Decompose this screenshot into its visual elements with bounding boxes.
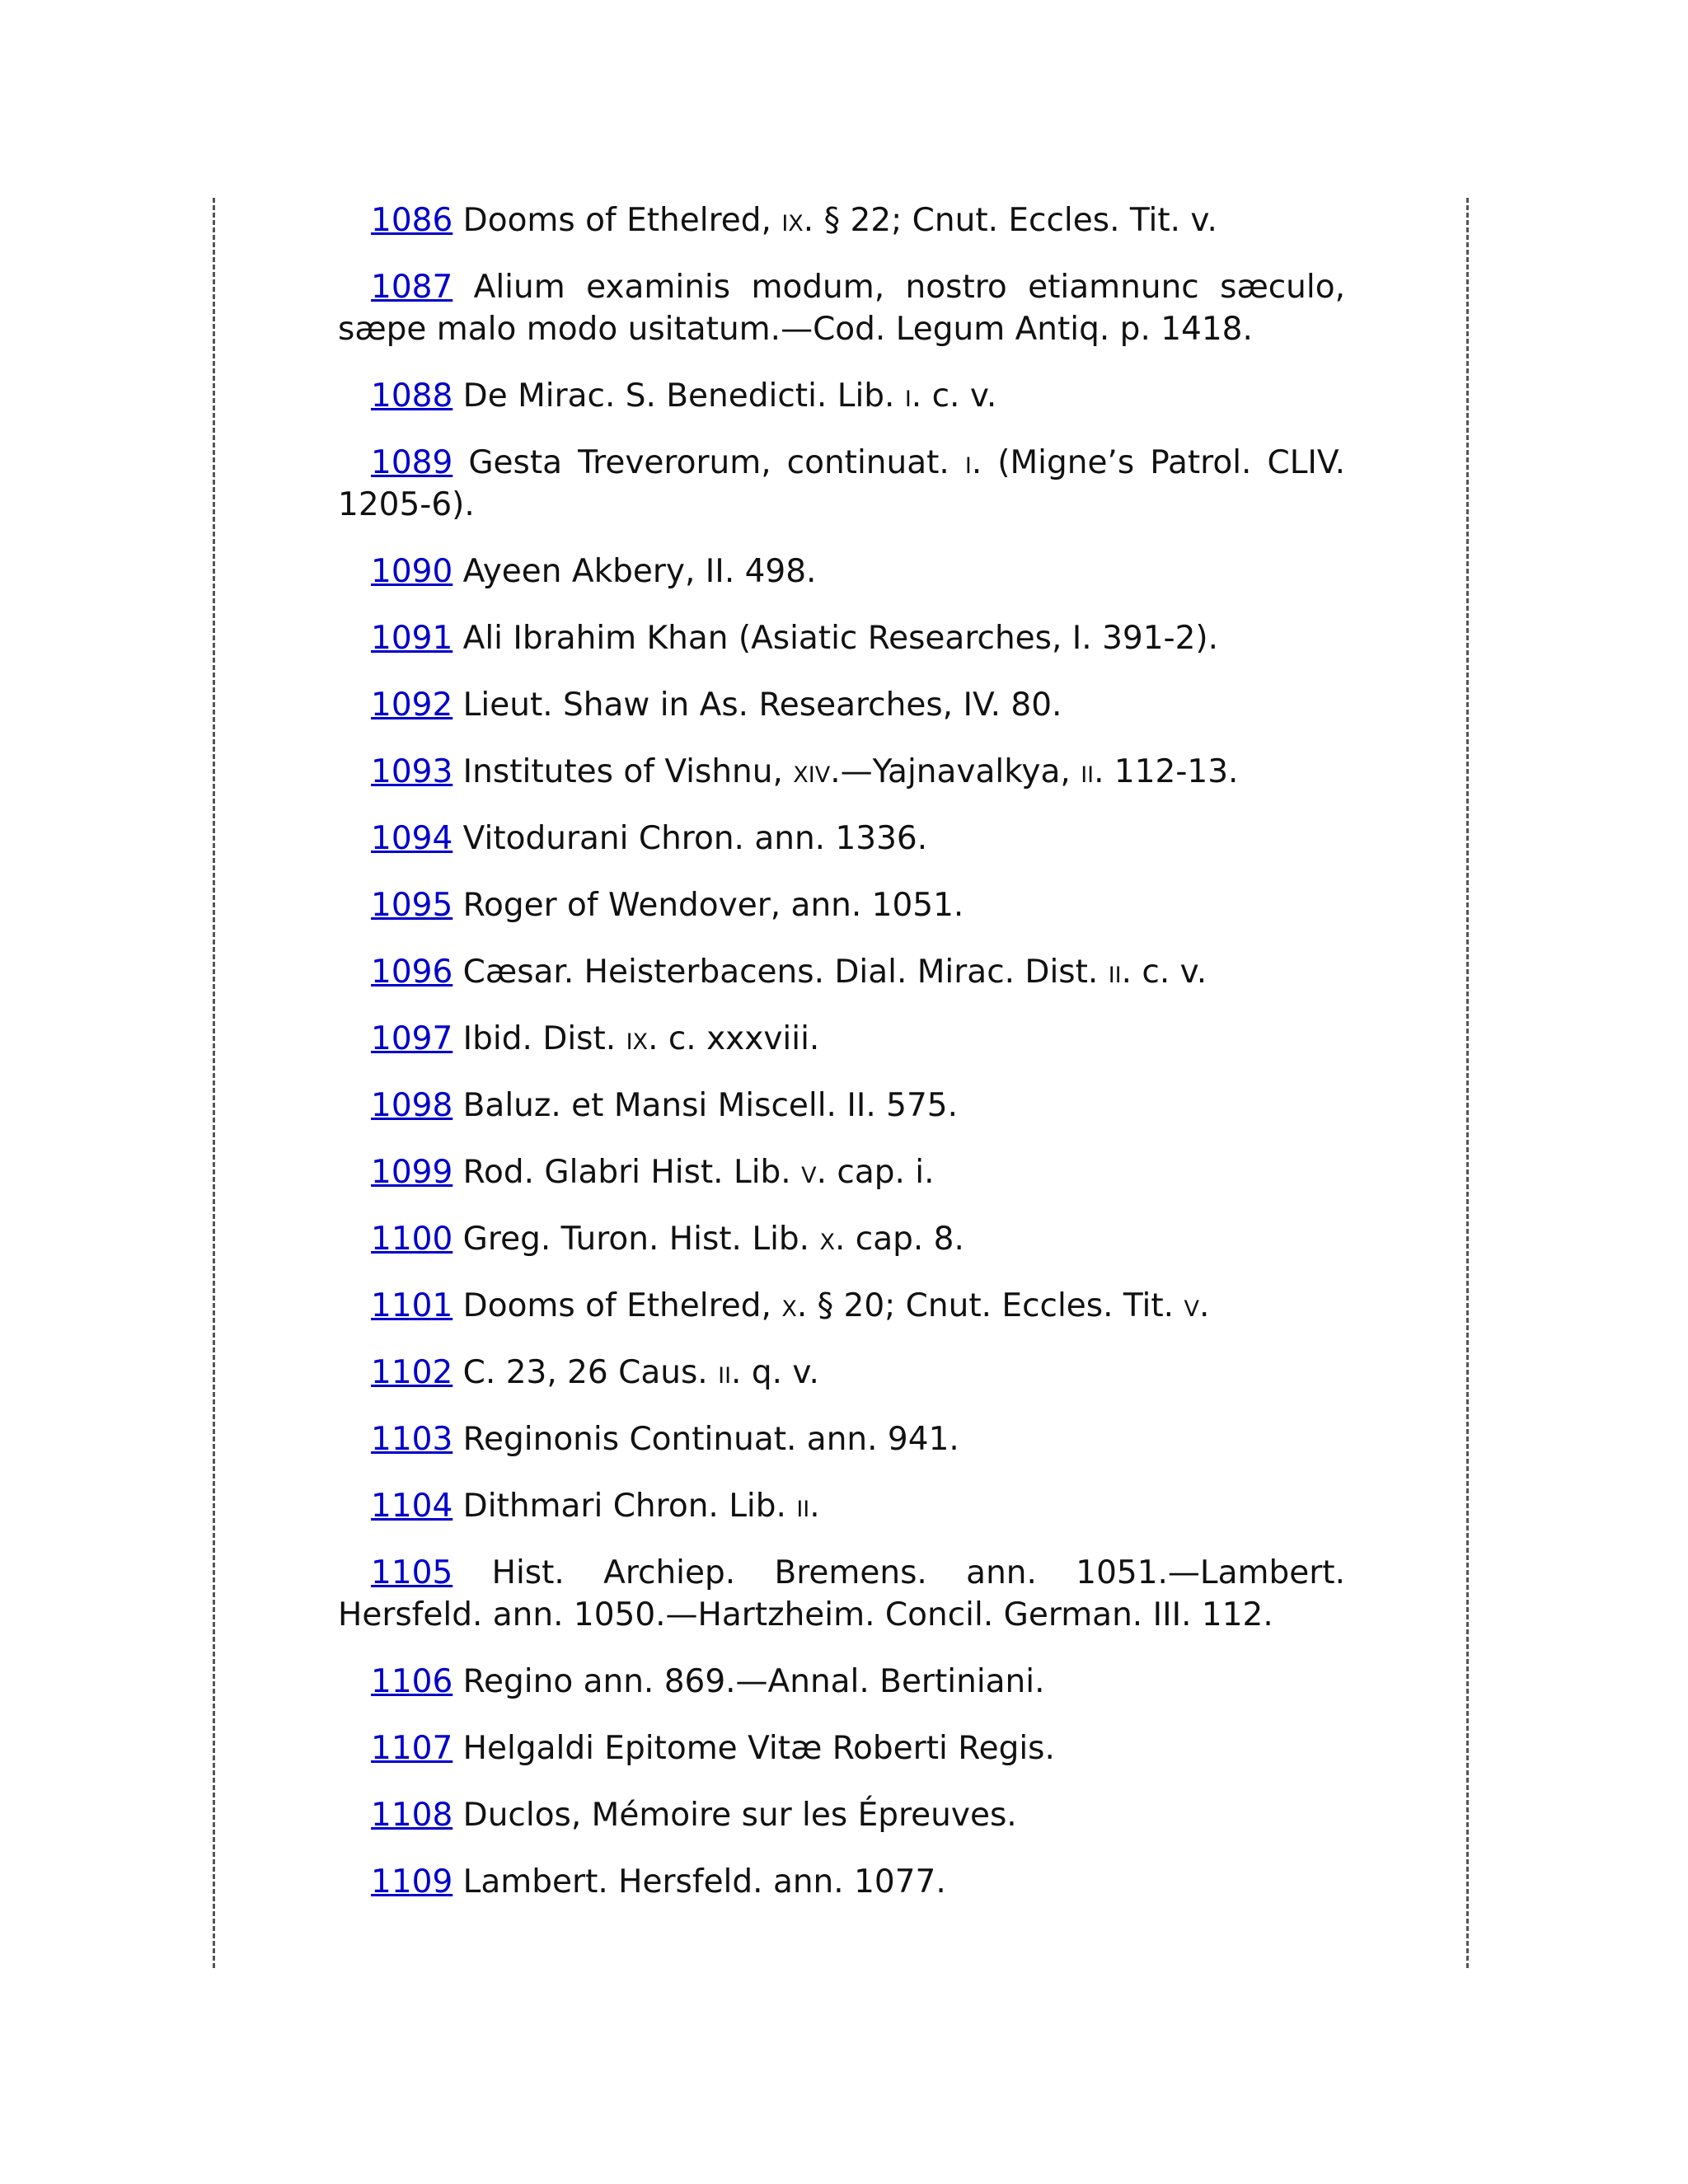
footnote-number-link[interactable]: 1096 [371,954,453,991]
footnote-text: Reginonis Continuat. ann. 941. [462,1421,959,1458]
footnote-1103 [338,1418,1345,1460]
footnote-number-link[interactable]: 1108 [371,1797,453,1834]
footnote-number-link[interactable]: 1092 [371,687,453,724]
footnote-text: Gesta Treverorum, continuat. [468,444,965,481]
footnote-number-link[interactable]: 1104 [371,1488,453,1525]
footnote-1104 [338,1485,1345,1527]
footnote-text: . c. v. [911,377,997,415]
footnote-number-link[interactable]: 1100 [371,1221,453,1258]
footnote-number-link[interactable]: 1106 [371,1663,453,1700]
footnote-text: . § 20; Cnut. Eccles. Tit. [796,1287,1184,1324]
footnote-number-link[interactable]: 1097 [371,1020,453,1057]
footnote-text: . cap. i. [816,1154,935,1191]
footnote-text: Dooms of Ethelred, [462,202,782,239]
footnote-text: Ali Ibrahim Khan (Asiatic Researches, I. 391-2). [462,620,1219,657]
footnote-text: Greg. Turon. Hist. Lib. [462,1221,820,1258]
footnote-number-link[interactable]: 1101 [371,1287,453,1324]
footnote-1093 [338,751,1345,793]
footnote-1092 [338,684,1345,726]
footnote-text: Baluz. et Mansi Miscell. II. 575. [462,1087,958,1124]
footnote-number-link[interactable]: 1093 [371,753,453,790]
footnote-1109 [338,1861,1345,1903]
footnote-1102 [338,1352,1345,1394]
footnote-1088 [338,375,1345,417]
small-caps-numeral: ix [626,1020,649,1057]
footnote-1090 [338,551,1345,593]
footnote-text: Alium examinis modum, nostro etiamnunc sæculo, sæpe malo modo usitatum.—Cod. Legum Antiq. p. 1418. [338,269,1345,348]
footnote-text: Vitodurani Chron. ann. 1336. [462,820,928,857]
small-caps-numeral: xiv [793,753,831,790]
footnote-text: Regino ann. 869.—Annal. Bertiniani. [462,1663,1045,1700]
footnote-number-link[interactable]: 1094 [371,820,453,857]
footnote-1100 [338,1218,1345,1260]
footnote-text: Cæsar. Heisterbacens. Dial. Mirac. Dist. [462,954,1109,991]
footnote-number-link[interactable]: 1103 [371,1421,453,1458]
footnote-text: Helgaldi Epitome Vitæ Roberti Regis. [462,1730,1055,1767]
footnote-text: Duclos, Mémoire sur les Épreuves. [462,1797,1017,1834]
small-caps-numeral: v [801,1154,817,1191]
footnote-1099 [338,1151,1345,1193]
small-caps-numeral: v [1184,1287,1199,1324]
small-caps-numeral: i [904,377,912,415]
footnote-number-link[interactable]: 1091 [371,620,453,657]
footnote-1096 [338,951,1345,993]
footnote-number-link[interactable]: 1087 [371,269,453,306]
footnote-text: Hist. Archiep. Bremens. ann. 1051.—Lambert. Hersfeld. ann. 1050.—Hartzheim. Concil. German. III. 112. [338,1554,1345,1633]
footnote-number-link[interactable]: 1098 [371,1087,453,1124]
footnote-text: .—Yajnavalkya, [830,753,1081,790]
small-caps-numeral: ix [781,202,804,239]
footnote-1094 [338,818,1345,860]
footnote-text: C. 23, 26 Caus. [462,1354,719,1391]
footnote-list [338,199,1345,1928]
footnote-1107 [338,1727,1345,1769]
footnote-text: Ayeen Akbery, II. 498. [462,553,817,590]
footnote-1087 [338,266,1345,350]
footnote-text: . q. v. [731,1354,819,1391]
small-caps-numeral: ii [1108,954,1122,991]
footnote-1098 [338,1085,1345,1127]
footnote-text: Lambert. Hersfeld. ann. 1077. [462,1863,946,1900]
footnote-text: . cap. 8. [834,1221,964,1258]
footnote-number-link[interactable]: 1102 [371,1354,453,1391]
footnote-1101 [338,1285,1345,1327]
footnote-text: Dooms of Ethelred, [462,1287,782,1324]
footnote-number-link[interactable]: 1099 [371,1154,453,1191]
footnote-1095 [338,884,1345,926]
small-caps-numeral: x [819,1221,835,1258]
footnote-text: Lieut. Shaw in As. Researches, IV. 80. [462,687,1062,724]
footnote-number-link[interactable]: 1095 [371,887,453,924]
footnote-text: . § 22; Cnut. Eccles. Tit. v. [803,202,1217,239]
footnote-text: . [1198,1287,1210,1324]
footnote-text: . 112-13. [1094,753,1239,790]
footnote-text: Institutes of Vishnu, [462,753,794,790]
footnote-number-link[interactable]: 1107 [371,1730,453,1767]
footnote-1106 [338,1661,1345,1703]
footnote-text: De Mirac. S. Benedicti. Lib. [462,377,905,415]
footnote-1105 [338,1552,1345,1636]
footnote-text: . c. v. [1121,954,1207,991]
small-caps-numeral: ii [796,1488,810,1525]
footnote-text: Rod. Glabri Hist. Lib. [462,1154,802,1191]
footnote-number-link[interactable]: 1109 [371,1863,453,1900]
footnote-text: . [809,1488,820,1525]
footnote-text: . c. xxxviii. [648,1020,820,1057]
footnote-1091 [338,617,1345,659]
footnote-1108 [338,1794,1345,1836]
footnote-1086 [338,199,1345,241]
footnote-1097 [338,1018,1345,1060]
footnote-number-link[interactable]: 1090 [371,553,453,590]
small-caps-numeral: ii [1081,753,1095,790]
footnote-text: Ibid. Dist. [462,1020,626,1057]
footnote-text: Dithmari Chron. Lib. [462,1488,797,1525]
small-caps-numeral: i [964,444,972,481]
small-caps-numeral: ii [718,1354,732,1391]
footnote-text: . (Migne’s Patrol. CLIV. 1205-6). [338,444,1345,523]
footnote-text: Roger of Wendover, ann. 1051. [462,887,964,924]
small-caps-numeral: x [781,1287,797,1324]
footnote-1089 [338,442,1345,526]
footnote-number-link[interactable]: 1088 [371,377,453,415]
footnote-number-link[interactable]: 1089 [371,444,453,481]
footnote-number-link[interactable]: 1105 [371,1554,453,1591]
footnote-number-link[interactable]: 1086 [371,202,453,239]
